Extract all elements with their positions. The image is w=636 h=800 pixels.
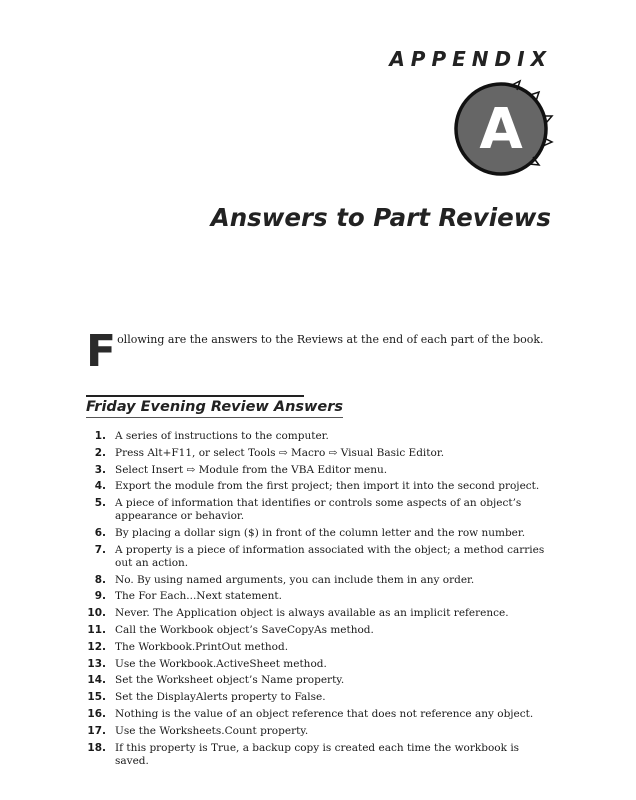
appendix-letter: A bbox=[479, 97, 523, 162]
answer-number: 12. bbox=[87, 640, 106, 653]
answer-text: Set the DisplayAlerts property to False. bbox=[115, 691, 326, 704]
answer-text: A property is a piece of information associated with the object; a method carries out an action. bbox=[115, 543, 545, 569]
answer-text: The Workbook.PrintOut method. bbox=[115, 640, 289, 653]
answer-number: 16. bbox=[87, 707, 106, 720]
answer-item bbox=[86, 590, 546, 603]
answer-text: By placing a dollar sign ($) in front of the column letter and the row number. bbox=[115, 526, 526, 539]
answer-number: 4. bbox=[94, 480, 106, 493]
answer-text: Use the Worksheets.Count property. bbox=[115, 724, 309, 737]
section-heading: Friday Evening Review Answers bbox=[86, 399, 343, 418]
answer-item bbox=[86, 527, 546, 540]
answer-number: 17. bbox=[87, 724, 106, 737]
answer-number: 1. bbox=[94, 430, 106, 442]
answer-item bbox=[86, 624, 546, 637]
answer-number: 11. bbox=[87, 623, 106, 636]
answers-list bbox=[86, 430, 546, 771]
answer-item bbox=[86, 430, 546, 443]
answer-text: No. By using named arguments, you can include them in any order. bbox=[115, 573, 475, 586]
answer-number: 18. bbox=[87, 741, 106, 754]
answer-item bbox=[86, 574, 546, 587]
answer-number: 14. bbox=[87, 674, 106, 687]
answer-number: 2. bbox=[94, 446, 106, 459]
answer-item bbox=[86, 480, 546, 493]
answer-item bbox=[86, 708, 546, 721]
answer-text: A piece of information that identifies or controls some aspects of an object’s appearance or behavior. bbox=[115, 497, 522, 523]
answer-item bbox=[86, 464, 546, 477]
answer-text: If this property is True, a backup copy is created each time the workbook is saved. bbox=[115, 741, 520, 767]
answer-number: 6. bbox=[94, 526, 106, 539]
answer-item bbox=[86, 658, 546, 671]
answer-text: Set the Worksheet object’s Name property. bbox=[115, 674, 345, 687]
answer-text: Press Alt+F11, or select Tools ⇨ Macro ⇨ Visual Basic Editor. bbox=[115, 446, 445, 459]
intro-paragraph bbox=[86, 326, 556, 377]
answer-item bbox=[86, 544, 546, 570]
answer-text: Use the Workbook.ActiveSheet method. bbox=[115, 657, 327, 670]
answer-number: 9. bbox=[94, 590, 106, 603]
answer-number: 5. bbox=[94, 497, 106, 510]
answer-item bbox=[86, 674, 546, 687]
answer-text: A series of instructions to the computer. bbox=[115, 430, 329, 442]
chapter-title: Answers to Part Reviews bbox=[210, 203, 551, 232]
answer-text: Nothing is the value of an object reference that does not reference any object. bbox=[115, 707, 534, 720]
intro-text: ollowing are the answers to the Reviews at the end of each part of the book. bbox=[117, 333, 544, 346]
drop-cap: F bbox=[86, 326, 117, 377]
answer-number: 7. bbox=[94, 543, 106, 556]
answer-number: 13. bbox=[87, 657, 106, 670]
answer-number: 3. bbox=[94, 463, 106, 476]
answer-item bbox=[86, 497, 546, 523]
answer-text: Never. The Application object is always available as an implicit reference. bbox=[115, 607, 509, 620]
appendix-letter-badge bbox=[452, 78, 556, 182]
answer-item bbox=[86, 691, 546, 704]
answer-text: Select Insert ⇨ Module from the VBA Editor menu. bbox=[115, 463, 388, 476]
answer-item bbox=[86, 641, 546, 654]
answer-number: 10. bbox=[87, 607, 106, 620]
answer-number: 15. bbox=[87, 691, 106, 704]
answer-item bbox=[86, 447, 546, 460]
answer-item bbox=[86, 725, 546, 738]
answer-text: Export the module from the first project; then import it into the second project. bbox=[115, 480, 540, 493]
answer-item bbox=[86, 742, 546, 768]
answer-text: The For Each...Next statement. bbox=[115, 590, 282, 603]
answer-text: Call the Workbook object’s SaveCopyAs method. bbox=[115, 623, 374, 636]
appendix-label: APPENDIX bbox=[389, 47, 552, 71]
section-rule bbox=[86, 395, 304, 397]
answer-number: 8. bbox=[94, 573, 106, 586]
answer-item bbox=[86, 607, 546, 620]
